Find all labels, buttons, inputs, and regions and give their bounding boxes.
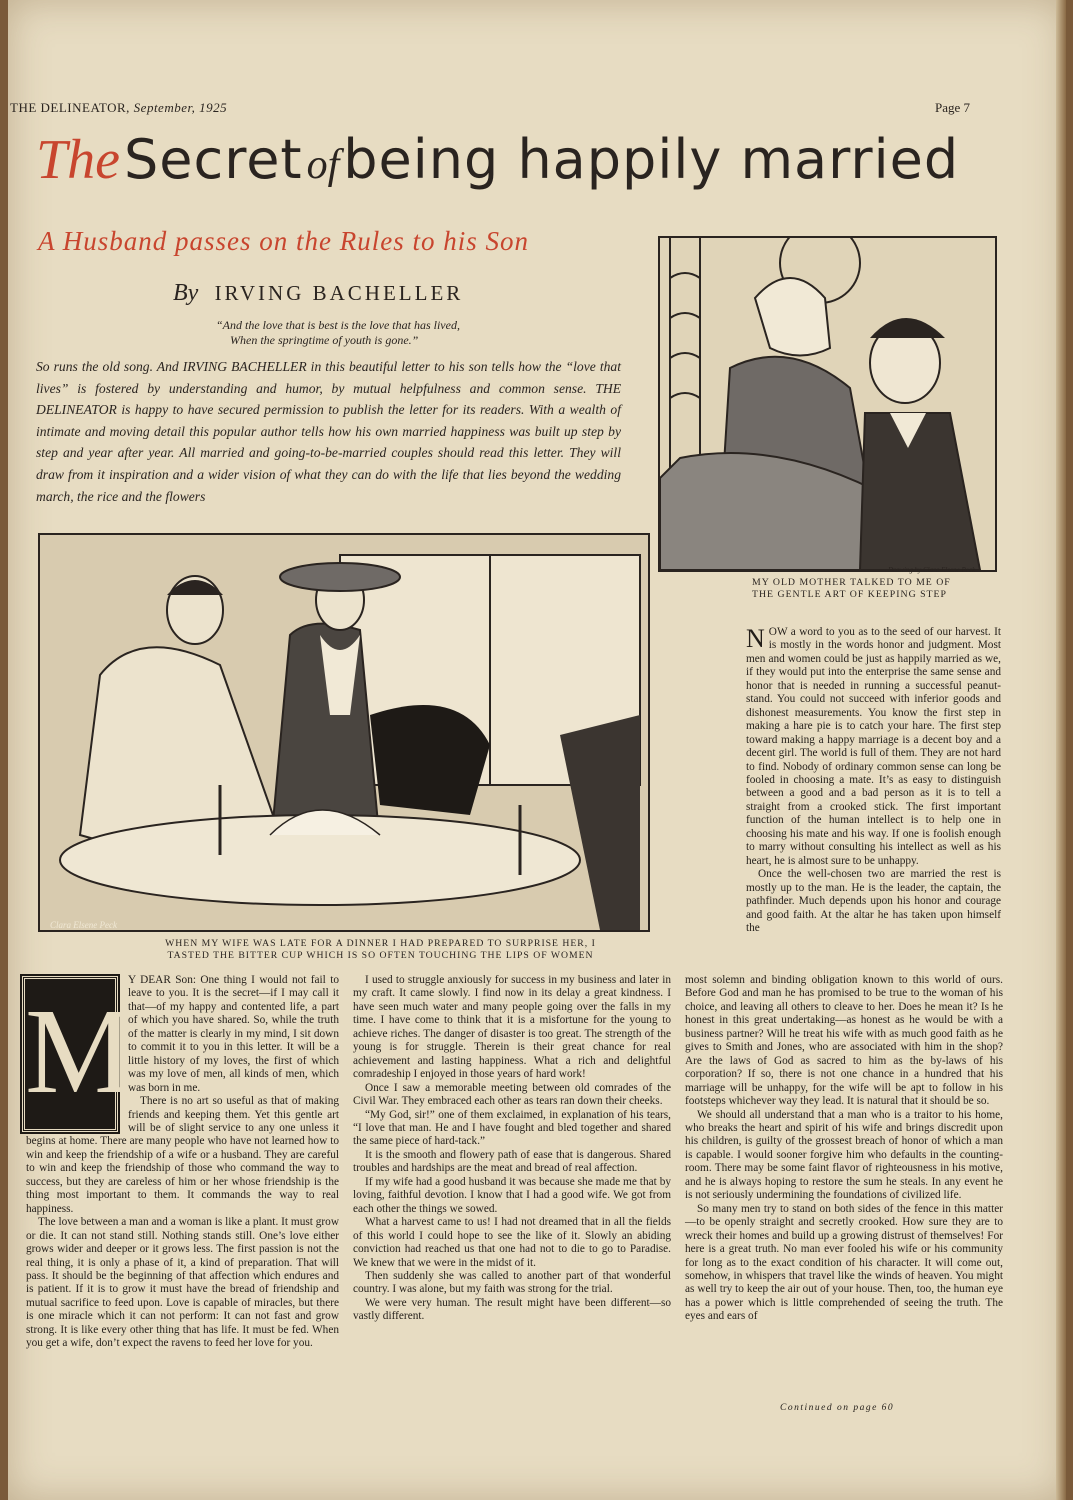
col2-paragraph-6: What a harvest came to us! I had not dreamed that in all the fields of this world I could hope to see the like of it. Slowly an abiding conviction had reached us that one had not to die to go to Paradise. We knew that we were in the midst of it. <box>353 1216 671 1269</box>
title-the: The <box>36 129 120 191</box>
continued-notice: Continued on page 60 <box>780 1403 895 1413</box>
col1-paragraph-3: The love between a man and a woman is like a plant. It must grow or die. It can not stand still. Nothing stands still. One’s love either grows wider and deeper or it grows less. The first passion is not the real thing, it is only a phase of it, a kind of preparation. That will pass. It should be the beginning of that affection which endures and is patient. If it is to grow it must have the bread of friendship and mutual sacrifice to feed upon. Love is capable of miracles, but there is one miracle which it can not perform: It can not fast and grow strong. It is like every other thing that has life. It must be fed. When you get a wife, don’t expect the ravens to feed her love for you. <box>26 1216 339 1350</box>
right-column-text <box>746 626 1001 935</box>
drop-cap-m <box>22 976 134 1132</box>
title-secret: Secret <box>124 128 303 191</box>
page-number: Page 7 <box>934 100 970 115</box>
right-column-paragraph-2: Once the well-chosen two are married the rest is mostly up to the man. He is the leader, the captain, the pathfinder. Much depends upon his honor and courage and good faith. At the altar he has taken upon himself the <box>746 868 1001 934</box>
intro-paragraph: So runs the old song. And IRVING BACHELLER in this beautiful letter to his son tells how the “love that lives” is fostered by understanding and humor, by mutual helpfulness and common sense. THE DELINEATOR is happy to have secured permission to publish the letter for its readers. With a wealth of intimate and moving detail this popular author tells how his own married happiness was built up step by step and year after year. All married and going-to-be-married couples should read this letter. They will draw from it inspiration and a wider vision of what they can do with the life that lies beyond the wedding march, the rice and the flowers <box>36 359 621 504</box>
article-title <box>36 128 996 218</box>
illustration-mother-and-son <box>658 236 997 572</box>
author-name: IRVING BACHELLER <box>214 281 464 305</box>
col2-paragraph-7: Then suddenly she was called to another part of that wonderful country. I was alone, but my faith was strong for the trial. <box>353 1269 671 1296</box>
col2-paragraph-8: We were very human. The result might have been different—so vastly different. <box>353 1296 671 1323</box>
magazine-page <box>8 0 1066 1500</box>
drop-cap-n: N <box>746 624 765 653</box>
byline <box>173 280 463 307</box>
illustration-signature: Clara Elsene Peck <box>50 920 117 930</box>
epigraph-line-2: When the springtime of youth is gone.” <box>230 333 419 347</box>
col2-paragraph-1: I used to struggle anxiously for success in my business and later in my craft. It came slowly. I find now in its delay a great kindness. I have seen much water and many people going over the falls in my time. I have come to think that it is a misfortune for the young to achieve riches. The danger of disaster is too great. The strength of the young is for struggle. Therein is their great chance for real achievement and lasting happiness. What a rich and delightful comradeship I enjoyed in those years of hard work! <box>353 974 671 1081</box>
col1-paragraph-1: Y DEAR Son: One thing I would not fail to leave to you. It is the secret—if I may call it that—of my happy and contented life, a part of which you have shared. So, while the truth of the matter is clearly in my mind, I sit down to commit it to you in this letter. It will be a little history of my loves, the first of which was my love of men, all kinds of men, which was born in me. <box>128 974 339 1094</box>
illustration-drawing <box>40 535 648 930</box>
drop-cap-letter: M <box>25 984 134 1119</box>
col2-paragraph-4: It is the smooth and flowery path of ease that is dangerous. Shared troubles and hardships are the meat and bread of real affection. <box>353 1148 671 1175</box>
col3-paragraph-2: We should all understand that a man who is a traitor to his home, who breaks the heart and spirit of his wife and brings discredit upon his children, is guilty of the grossest breach of honor of which a man is capable. I would sooner forgive him who defaults in the counting-room. There may be some faint flavor of righteousness in his motive, and he is always hoping to restore the sum he steals. In any event he is not seriously undermining the foundations of civilized life. <box>685 1108 1003 1202</box>
caption-top-line-1: MY OLD MOTHER TALKED TO ME OF <box>752 577 951 588</box>
issue-date: September, 1925 <box>133 100 228 115</box>
caption-middle-line-2: TASTED THE BITTER CUP WHICH IS SO OFTEN TOUCHING THE LIPS OF WOMEN <box>167 950 594 961</box>
caption-top <box>752 577 951 601</box>
illustration-credit: Drawing by Clara Elsene Peck <box>888 566 976 574</box>
epigraph <box>216 318 460 348</box>
column-3 <box>685 974 1003 1324</box>
column-2 <box>353 974 671 1324</box>
illustration-dinner-scene <box>38 533 650 932</box>
right-column-paragraph-1: OW a word to you as to the seed of our harvest. It is mostly in the words honor and judgment. Most men and women could be just as happily married as we, if they would put into the enterprise the same sense and honor that is needed in running a successful peanut-stand. You could not succeed with inferior goods and dishonest measurements. You know the first step in making a hare pie is to catch your hare. The first step toward making a happy marriage is a decent boy and a decent girl. The world is full of them. They are not hard to find. Nobody of ordinary common sense can long be fooled in choosing a mate. It’s as easy to distinguish between a good and a bad person as it is to tell a straight from a crooked stick. The first important function of the human intellect is to help one in choosing his mate and his way. If one is foolish enough to marry without consulting his intellect as well as his heart, he is almost sure to be unhappy. <box>746 626 1001 867</box>
caption-top-line-2: THE GENTLE ART OF KEEPING STEP <box>752 589 947 600</box>
article-subtitle: A Husband passes on the Rules to his Son <box>38 226 529 256</box>
byline-by: By <box>173 280 199 306</box>
magazine-name: THE DELINEATOR, <box>10 100 130 115</box>
page-edge <box>1056 0 1066 1500</box>
col2-paragraph-3: “My God, sir!” one of them exclaimed, in explanation of his tears, “I love that man. He and I have fought and bled together and shared the same piece of hard-tack.” <box>353 1108 671 1148</box>
title-rest: being happily married <box>343 128 960 191</box>
caption-middle <box>108 938 653 962</box>
caption-middle-line-1: WHEN MY WIFE WAS LATE FOR A DINNER I HAD PREPARED TO SURPRISE HER, I <box>165 938 596 949</box>
col3-paragraph-3: So many men try to stand on both sides of the fence in this matter—to be openly straight and secretly crooked. How sure they are to wreck their homes and build up a growing distrust of themselves! For here is a great truth. No man ever fooled his wife or his community for long as to the exact condition of his character. It will come out, somehow, in whispers that travel like the winds of heaven. You might as well try to keep the air out of your house. Then, too, the human eye has a power which is little comprehended of seeing the truth. The eyes and ears of <box>685 1202 1003 1323</box>
col2-paragraph-5: If my wife had a good husband it was because she made me that by loving, faithful devotion. I know that I had a good wife. We got from each other the things we sowed. <box>353 1175 671 1215</box>
col2-paragraph-2: Once I saw a memorable meeting between old comrades of the Civil War. They embraced each other as tears ran down their cheeks. <box>353 1081 671 1108</box>
running-head <box>10 100 227 116</box>
illustration-drawing <box>660 238 995 570</box>
col3-paragraph-1: most solemn and binding obligation known to this world of ours. Before God and man he has promised to be true to the woman of his choice, and leaving all others to cleave to her. Does he mean it? Is he honest in this great undertaking—as honest as he would be with a business partner? Will he treat his wife with as much good faith as he gives to Smith and Jones, who are associated with him in the shop? Are the laws of God as sacred to him as the by-laws of his corporation? If so, there is not one chance in a hundred that his marriage will be unhappy, for the wife will be apt to follow in his footsteps whichever way they lead. It is natural that it should be so. <box>685 974 1003 1108</box>
col1-paragraph-2: There is no art so useful as that of making friends and keeping them. Yet this gentle art will be of slight service to any one unless it begins at home. There are many people who have not learned how to win and keep the friendship of a wife or a husband. They are careful to win and keep the friendship of those who command the way to success, but they are careless of him or her whose friendship is the thing most important to them. It commands the way to real happiness. <box>26 1095 339 1215</box>
column-1 <box>26 974 339 1351</box>
epigraph-line-1: “And the love that is best is the love that has lived, <box>216 318 460 332</box>
title-of: of <box>306 142 340 188</box>
